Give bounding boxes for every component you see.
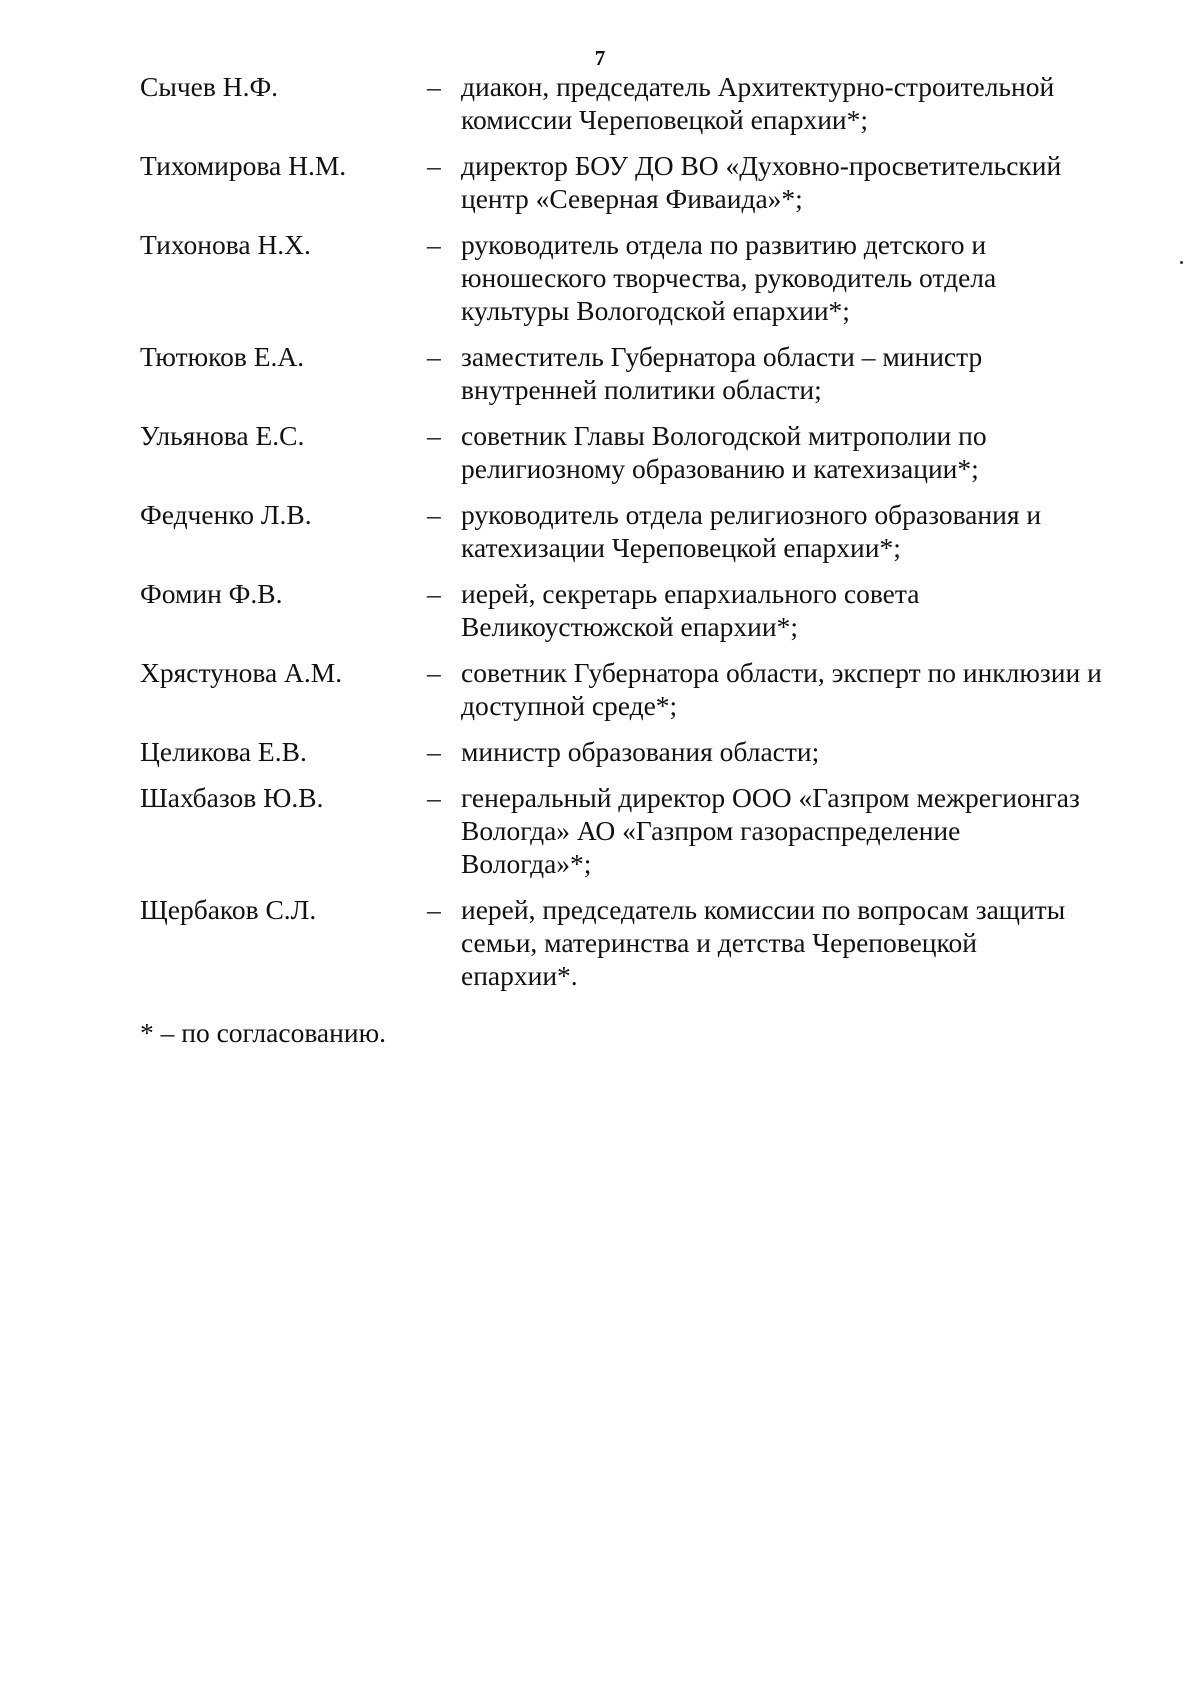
member-name: Сычев Н.Ф.: [140, 71, 279, 102]
dash-separator: –: [427, 782, 441, 813]
member-list: [140, 70, 1130, 1005]
member-position: иерей, секретарь епархиального совета Великоустюжской епархии*;: [461, 578, 920, 642]
list-item: [140, 228, 1130, 327]
member-position: руководитель отдела религиозного образования и катехизации Череповецкой епархии*;: [461, 499, 1042, 563]
scan-speck: [1180, 261, 1183, 264]
list-item: [140, 498, 1130, 564]
member-position: иерей, председатель комиссии по вопросам защиты семьи, материнства и детства Череповецкой епархии*.: [461, 894, 1066, 991]
list-item: [140, 893, 1130, 992]
list-item: [140, 419, 1130, 485]
list-item: [140, 70, 1130, 136]
dash-separator: –: [427, 229, 441, 260]
member-name: Тютюков Е.А.: [140, 341, 305, 372]
dash-separator: –: [427, 420, 441, 451]
member-position: руководитель отдела по развитию детского и юношеского творчества, руководитель отдела культуры Вологодской епархии*;: [461, 229, 997, 326]
dash-separator: –: [427, 499, 441, 530]
member-position: генеральный директор ООО «Газпром межрегионгаз Вологда» АО «Газпром газораспределение Вологда»*;: [461, 782, 1080, 879]
member-name: Тихомирова Н.М.: [140, 150, 347, 181]
dash-separator: –: [427, 578, 441, 609]
member-position: заместитель Губернатора области – министр внутренней политики области;: [461, 341, 983, 405]
footnote: * – по согласованию.: [140, 1017, 386, 1048]
member-name: Шахбазов Ю.В.: [140, 782, 324, 813]
dash-separator: –: [427, 71, 441, 102]
member-name: Фомин Ф.В.: [140, 578, 283, 609]
list-item: [140, 781, 1130, 880]
dash-separator: –: [427, 150, 441, 181]
member-name: Федченко Л.В.: [140, 499, 312, 530]
list-item: [140, 735, 1130, 768]
member-name: Тихонова Н.Х.: [140, 229, 311, 260]
dash-separator: –: [427, 736, 441, 767]
member-name: Щербаков С.Л.: [140, 894, 317, 925]
list-item: [140, 577, 1130, 643]
member-name: Ульянова Е.С.: [140, 420, 305, 451]
list-item: [140, 656, 1130, 722]
list-item: [140, 149, 1130, 215]
page-number: 7: [594, 46, 606, 70]
member-name: Целикова Е.В.: [140, 736, 307, 767]
dash-separator: –: [427, 341, 441, 372]
dash-separator: –: [427, 657, 441, 688]
member-position: директор БОУ ДО ВО «Духовно-просветительский центр «Северная Фиваида»*;: [461, 150, 1062, 214]
member-position: диакон, председатель Архитектурно-строительной комиссии Череповецкой епархии*;: [461, 71, 1055, 135]
member-position: советник Главы Вологодской митрополии по религиозному образованию и катехизации*;: [461, 420, 987, 484]
member-position: министр образования области;: [461, 736, 820, 767]
member-name: Хрястунова А.М.: [140, 657, 343, 688]
list-item: [140, 340, 1130, 406]
dash-separator: –: [427, 894, 441, 925]
member-position: советник Губернатора области, эксперт по инклюзии и доступной среде*;: [461, 657, 1102, 721]
